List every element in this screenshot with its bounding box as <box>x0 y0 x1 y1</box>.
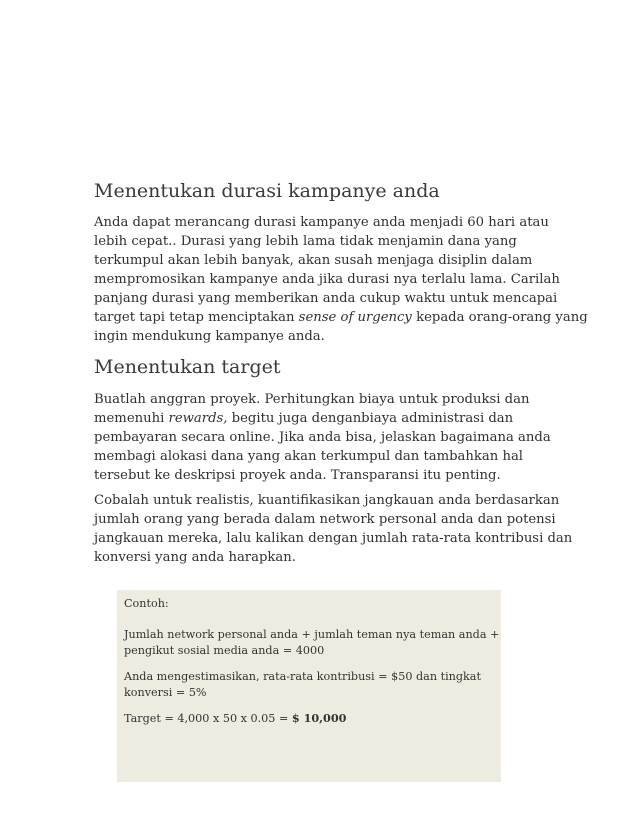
target-formula: Target = 4,000 x 50 x 0.05 = <box>124 712 292 725</box>
example-line <box>124 711 494 727</box>
example-line: Contoh: <box>124 597 169 610</box>
target-paragraph-budget <box>94 390 564 485</box>
text-run: begitu juga denganbiaya administrasi dan <box>227 411 514 426</box>
example-line: Anda mengestimasikan, rata-rata kontribusi = $50 dan tingkat <box>124 670 481 683</box>
paragraph-line: konversi yang anda harapkan. <box>94 550 296 565</box>
paragraph-line: ingin mendukung kampanye anda. <box>94 329 325 344</box>
duration-paragraph <box>94 213 588 346</box>
example-contribution-item <box>124 669 494 700</box>
section-heading-duration: Menentukan durasi kampanye anda <box>94 180 440 202</box>
paragraph-line <box>94 308 588 327</box>
paragraph-line: Buatlah anggran proyek. Perhitungkan biaya untuk produksi dan <box>94 392 530 407</box>
example-label <box>124 596 494 612</box>
example-line: pengikut sosial media anda = 4000 <box>124 643 325 657</box>
paragraph-line: pembayaran secara online. Jika anda bisa, jelaskan bagaimana anda <box>94 430 551 445</box>
paragraph-line: Cobalah untuk realistis, kuantifikasikan jangkauan anda berdasarkan <box>94 493 560 508</box>
example-line: Jumlah network personal anda + jumlah teman nya teman anda + <box>124 628 500 641</box>
italic-phrase: rewards, <box>168 411 228 426</box>
italic-phrase: sense of urgency <box>298 310 412 325</box>
text-run: memenuhi <box>94 411 169 426</box>
paragraph-line: mempromosikan kampanye anda jika durasi nya terlalu lama. Carilah <box>94 272 560 287</box>
paragraph-line: jangkauan mereka, lalu kalikan dengan jumlah rata-rata kontribusi dan <box>94 531 573 546</box>
paragraph-line: membagi alokasi dana yang akan terkumpul dan tambahkan hal <box>94 449 524 464</box>
text-run: kepada orang-orang yang <box>411 310 588 325</box>
paragraph-line: lebih cepat.. Durasi yang lebih lama tidak menjamin dana yang <box>94 234 517 249</box>
example-network-item <box>124 627 500 658</box>
example-line: konversi = 5% <box>124 685 207 699</box>
paragraph-line: terkumpul akan lebih banyak, akan susah menjaga disiplin dalam <box>94 253 533 268</box>
paragraph-line: Anda dapat merancang durasi kampanye anda menjadi 60 hari atau <box>94 215 549 230</box>
target-result: $ 10,000 <box>291 711 347 725</box>
example-target-item <box>124 711 494 727</box>
paragraph-line: panjang durasi yang memberikan anda cukup waktu untuk mencapai <box>94 291 558 306</box>
paragraph-line: tersebut ke deskripsi proyek anda. Transparansi itu penting. <box>94 468 501 483</box>
target-paragraph-realistic <box>94 491 573 567</box>
paragraph-line <box>94 409 564 428</box>
section-heading-target: Menentukan target <box>94 356 281 378</box>
text-run: target tapi tetap menciptakan <box>94 310 299 325</box>
paragraph-line: jumlah orang yang berada dalam network personal anda dan potensi <box>94 512 556 527</box>
